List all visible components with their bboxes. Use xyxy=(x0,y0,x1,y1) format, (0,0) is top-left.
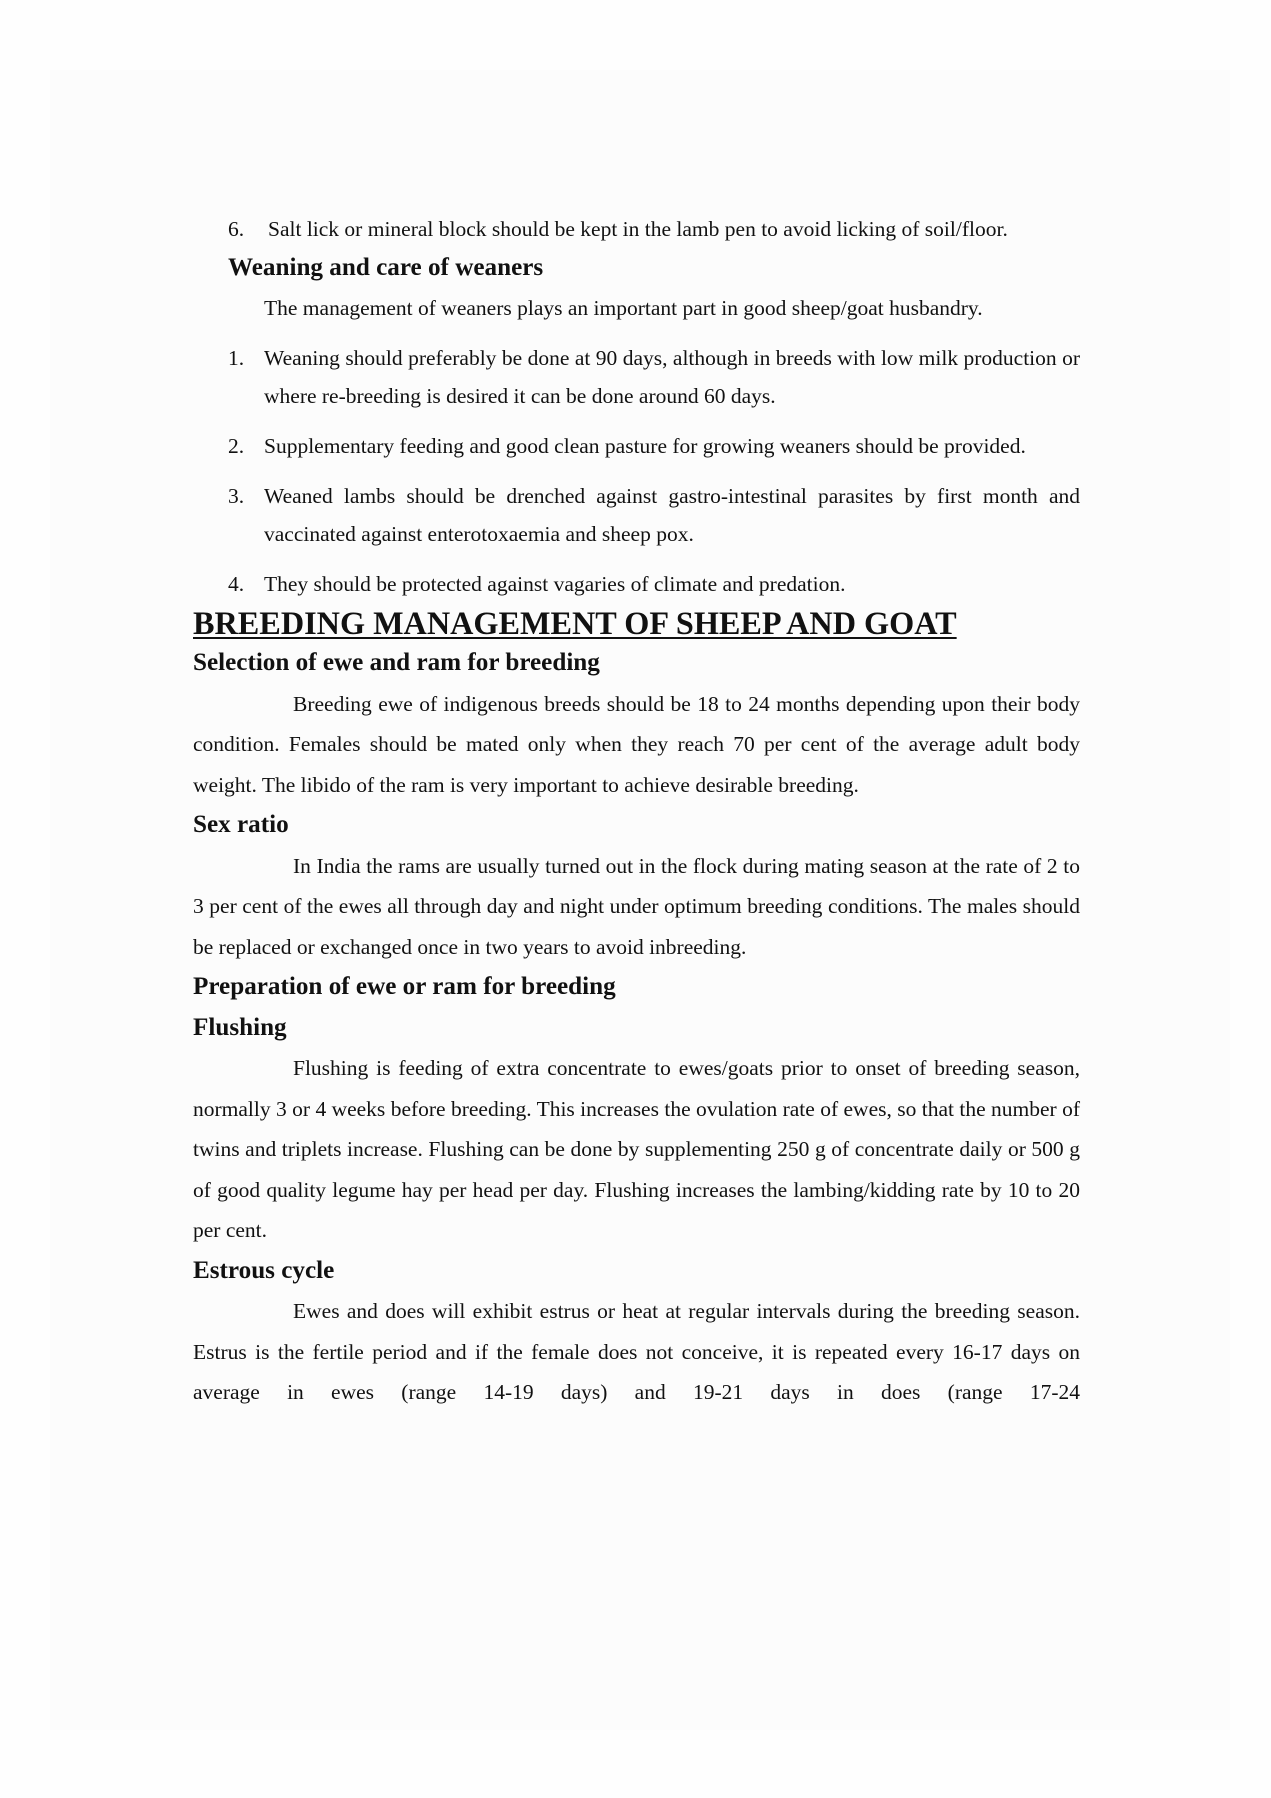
sex-ratio-heading: Sex ratio xyxy=(193,811,289,838)
flushing-paragraph: Flushing is feeding of extra concentrate to ewes/goats prior to onset of breeding season, normally 3 or 4 weeks before breeding. This increases the ovulation rate of ewes, so that the number of twins and triplets increase. Flushing can be done by supplementing 250 g of concentrate daily or 500 g of good quality legume hay per head per day. Flushing increases the lambing/kidding rate by 10 to 20 per cent. xyxy=(193,1056,1080,1242)
list-text: Supplementary feeding and good clean pasture for growing weaners should be provided. xyxy=(264,433,1026,458)
list-text: They should be protected against vagaries of climate and predation. xyxy=(264,571,846,596)
estrous-cycle-paragraph: Ewes and does will exhibit estrus or heat at regular intervals during the breeding season. Estrus is the fertile period and if the female does not conceive, it is repeated every 16-17 days on average in ewes (range 14-19 days) and 19-21 days in does (range 17-24 xyxy=(193,1299,1080,1404)
selection-heading: Selection of ewe and ram for breeding xyxy=(193,649,600,676)
weaning-heading: Weaning and care of weaners xyxy=(228,254,544,281)
weaning-list xyxy=(193,339,1080,603)
list-number: 4. xyxy=(228,571,245,596)
estrous-cycle-heading: Estrous cycle xyxy=(193,1256,335,1284)
sex-ratio-paragraph: In India the rams are usually turned out in the flock during mating season at the rate of 2 to 3 per cent of the ewes all through day and night under optimum breeding conditions. The males should be replaced or exchanged once in two years to avoid inbreeding. xyxy=(193,853,1080,959)
selection-paragraph: Breeding ewe of indigenous breeds should be 18 to 24 months depending upon their body condition. Females should be mated only when they reach 70 per cent of the average adult body weight. The libido of the ram is very important to achieve desirable breeding. xyxy=(193,691,1080,797)
page-content xyxy=(193,210,1080,1413)
list-text: Salt lick or mineral block should be kept in the lamb pen to avoid licking of soil/floor. xyxy=(268,217,1008,241)
list-number: 3. xyxy=(228,483,245,508)
list-item xyxy=(193,339,1080,415)
weaning-intro: The management of weaners plays an important part in good sheep/goat husbandry. xyxy=(264,295,983,320)
flushing-heading: Flushing xyxy=(193,1013,287,1041)
list-number: 6. xyxy=(228,217,245,241)
list-number: 2. xyxy=(228,433,245,458)
list-text: Weaned lambs should be drenched against gastro-intestinal parasites by first month and vaccinated against enterotoxaemia and sheep pox. xyxy=(264,483,1080,546)
list-item xyxy=(193,565,1080,603)
list-item xyxy=(193,477,1080,553)
list-number: 1. xyxy=(228,345,245,370)
list-item xyxy=(193,210,1080,248)
carryover-list xyxy=(193,210,1080,248)
list-item xyxy=(193,427,1080,465)
preparation-heading: Preparation of ewe or ram for breeding xyxy=(193,973,616,1000)
list-text: Weaning should preferably be done at 90 days, although in breeds with low milk production or where re-breeding is desired it can be done around 60 days. xyxy=(264,345,1080,408)
breeding-management-heading: BREEDING MANAGEMENT OF SHEEP AND GOAT xyxy=(193,604,957,641)
